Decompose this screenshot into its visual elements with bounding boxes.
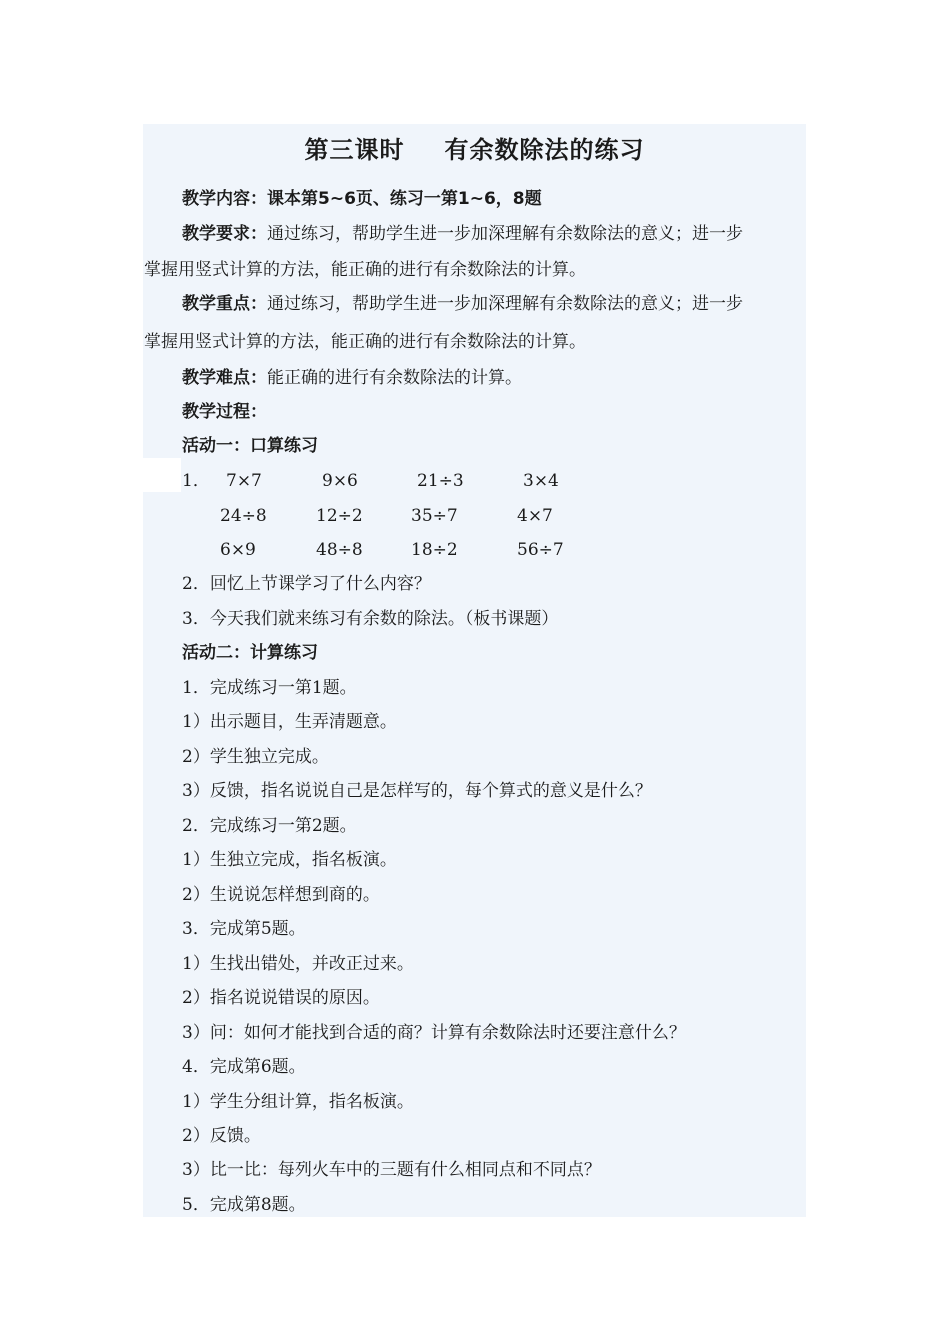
activity2-line: 3）比一比：每列火车中的三题有什么相同点和不同点？ (182, 1160, 601, 1180)
key-points-label: 教学重点： (182, 294, 267, 314)
activity2-line: 2．完成练习一第2题。 (182, 816, 357, 836)
mental-math-cell: 21÷3 (417, 471, 464, 491)
document-panel (143, 124, 806, 1217)
activity1-item3: 3．今天我们就来练习有余数的除法。（板书课题） (182, 609, 559, 629)
process-label: 教学过程： (182, 402, 267, 422)
key-points-line1: 通过练习，帮助学生进一步加深理解有余数除法的意义；进一步 (267, 294, 743, 314)
mental-math-cell: 9×6 (322, 471, 358, 491)
activity1-heading: 活动一：口算练习 (182, 436, 318, 456)
teaching-key-points (182, 292, 743, 316)
teaching-requirements (182, 222, 743, 246)
teaching-content-label: 教学内容： (182, 189, 267, 209)
activity2-line: 5．完成第8题。 (182, 1195, 306, 1215)
mental-math-cell: 4×7 (517, 506, 553, 526)
mental-math-cell: 24÷8 (220, 506, 267, 526)
activity1-item-number: 1． (182, 471, 210, 491)
activity2-line: 1）生独立完成，指名板演。 (182, 850, 397, 870)
activity2-line: 3）反馈，指名说说自己是怎样写的，每个算式的意义是什么？ (182, 781, 652, 801)
teaching-content (182, 187, 542, 211)
requirements-line1: 通过练习，帮助学生进一步加深理解有余数除法的意义；进一步 (267, 224, 743, 244)
activity2-line: 1）学生分组计算，指名板演。 (182, 1092, 414, 1112)
activity2-heading: 活动二：计算练习 (182, 643, 318, 663)
activity2-line: 1）生找出错处，并改正过来。 (182, 954, 414, 974)
title-topic: 有余数除法的练习 (444, 136, 645, 164)
teaching-content-text: 课本第5~6页、练习一第1~6，8题 (267, 189, 542, 209)
requirements-line2: 掌握用竖式计算的方法，能正确的进行有余数除法的计算。 (144, 260, 586, 280)
activity2-line: 2）学生独立完成。 (182, 747, 329, 767)
activity2-line: 1．完成练习一第1题。 (182, 678, 357, 698)
requirements-label: 教学要求： (182, 224, 267, 244)
mental-math-cell: 48÷8 (316, 540, 363, 560)
teaching-difficulties (182, 366, 522, 390)
mental-math-cell: 12÷2 (316, 506, 363, 526)
key-points-line2: 掌握用竖式计算的方法，能正确的进行有余数除法的计算。 (144, 332, 586, 352)
activity2-line: 2）反馈。 (182, 1126, 261, 1146)
difficulties-label: 教学难点： (182, 368, 267, 388)
mental-math-cell: 3×4 (523, 471, 559, 491)
mental-math-cell: 18÷2 (411, 540, 458, 560)
activity1-item2: 2．回忆上节课学习了什么内容？ (182, 574, 431, 594)
activity2-line: 4．完成第6题。 (182, 1057, 306, 1077)
mental-math-cell: 56÷7 (517, 540, 564, 560)
mental-math-cell: 7×7 (226, 471, 262, 491)
page-title (143, 133, 806, 167)
title-lesson: 第三课时 (304, 136, 405, 164)
activity2-line: 1）出示题目，生弄清题意。 (182, 712, 397, 732)
activity2-line: 3）问：如何才能找到合适的商？计算有余数除法时还要注意什么？ (182, 1023, 686, 1043)
activity2-line: 3．完成第5题。 (182, 919, 306, 939)
mental-math-cell: 6×9 (220, 540, 256, 560)
mental-math-cell: 35÷7 (411, 506, 458, 526)
panel-notch (143, 458, 181, 492)
activity2-line: 2）生说说怎样想到商的。 (182, 885, 380, 905)
difficulties-text: 能正确的进行有余数除法的计算。 (267, 368, 522, 388)
activity2-line: 2）指名说说错误的原因。 (182, 988, 380, 1008)
